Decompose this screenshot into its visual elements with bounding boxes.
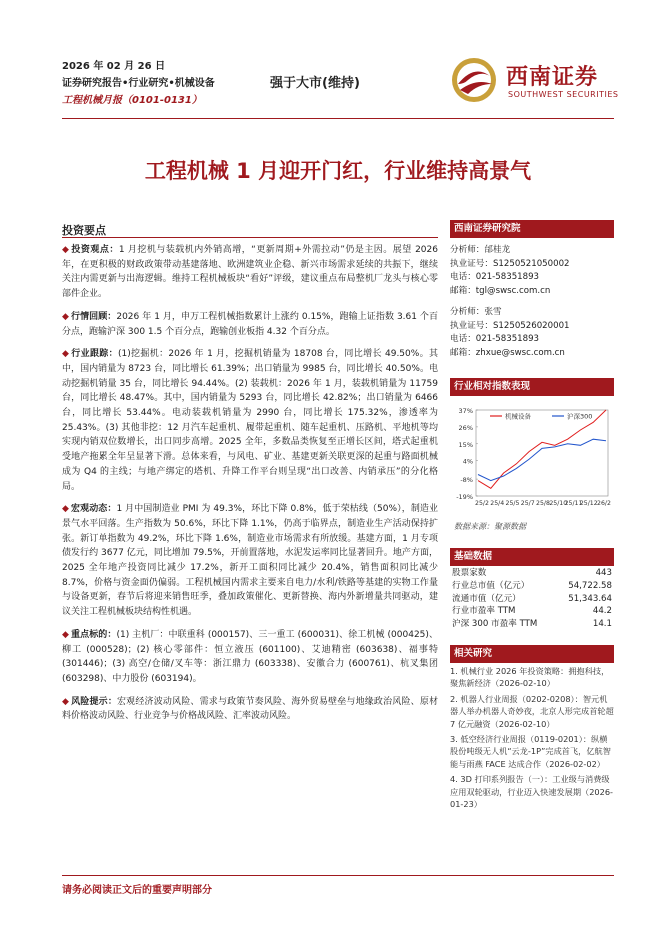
y-tick-label: -19% [456,493,473,501]
table-row: 行业市盈率 TTM 44.2 [452,606,612,617]
y-tick-label: -8% [460,476,473,485]
y-tick-label: 4% [462,457,473,466]
y-tick-label: 15% [458,440,473,449]
x-tick-label: 26/2 [597,500,611,507]
legend-label-1: 沪深300 [567,412,593,421]
legend-label-0: 机械设备 [505,412,531,421]
report-title: 工程机械 1 月迎开门红，行业维持高景气 [144,159,532,183]
invest-points [62,243,438,732]
report-date: 2026 年 02 月 26 日 [62,61,166,72]
report-type: 证券研究报告•行业研究•机械设备 [62,78,215,89]
footer-note: 请务必阅读正文后的重要声明部分 [62,885,212,896]
section-heading-invest: 投资要点 [62,224,106,237]
rating: 强于大市(维持) [270,76,360,91]
logo-subtitle: SOUTHWEST SECURITIES [508,90,619,99]
x-tick-label: 25/5 [505,500,520,507]
institute-heading: 西南证券研究院 [450,220,614,238]
analyst-2-license: 执业证号：S1250526020001 [450,320,570,331]
analyst-1-name: 分析师：邰桂龙 [450,245,511,255]
main-divider [62,237,438,238]
analyst-1-email[interactable]: 邮箱：tgl@swsc.com.cn [450,285,551,296]
para-view: ◆ 投资观点：1 月挖机与装载机内外销高增，“更新周期+外需拉动”仍是主因。展望 2026 年，在更积极的财政政策带动基建落地、欧洲建筑业企稳、新兴市场需求延续的共振下，继续关注内需更新与出海逻辑。维持工程机械板块“看好”评级，建议重点布局整机厂龙头与核心零部件企业。 [62,245,438,300]
table-row: 行业总市值（亿元） 54,722.58 [452,580,612,591]
analyst-1-phone: 电话：021-58351893 [450,272,540,282]
x-tick-label: 25/11 [564,500,583,507]
y-tick-label: 37% [458,407,473,415]
series-line-0 [478,410,606,488]
footer-divider [62,875,614,876]
list-item[interactable]: 3. 低空经济行业周报（0119-0201）：纵横股份吨级无人机“云龙-1P”完成首飞，亿航智能与雨燕 FACE 达成合作（2026-02-02） [450,734,611,769]
analyst-info [450,244,614,360]
related-list [450,665,614,813]
company-logo [450,56,620,106]
x-tick-label: 25/7 [520,500,535,507]
header-divider [62,118,614,119]
chart-svg [450,400,614,512]
x-tick-label: 25/10 [549,500,568,507]
para-macro: ◆ 宏观动态：1 月中国制造业 PMI 为 49.3%，环比下降 0.8%，低于荣枯线（50%），制造业景气水平回落。生产指数为 50.6%，环比下降 1.1%，仍高于临界点，制造业生产活动保持扩张。新订单指数为 49.2%，环比下降 1.6%，制造业市场需求有所放缓。基建方面，1 月专项债发行约 3677 亿元，同比增加 79.5%，开前置落地，水泥发运率同比显著回升。地产方面，2025 全年地产投资同比减少 17.2%，新开工面积同比减少 20.4%，销售面积同比减少 8.7%，价格与资金面仍偏弱。工程机械国内需求主要来自电力/水利/铁路等基建的实物工作量与设备更新，春节后将迎来销售旺季，叠加政策催化、更新替换、海内外新增量共同驱动，建议关注工程机械板块结构性机遇。 [62,504,438,618]
relative-index-chart [450,400,614,512]
y-tick-label: 26% [458,423,473,432]
basic-data-table [450,567,614,631]
analyst-2-phone: 电话：021-58351893 [450,334,540,344]
related-heading: 相关研究 [450,645,614,663]
x-tick-label: 25/12 [579,500,598,507]
analyst-1-license: 执业证号：S1250521050002 [450,258,570,269]
x-tick-label: 25/2 [475,500,489,507]
para-risk: ◆ 风险提示：宏观经济波动风险、需求与政策节奏风险、海外贸易壁垒与地缘政治风险、原材料价格波动风险、行业竞争与价格战风险、汇率波动风险。 [62,696,438,722]
analyst-2-name: 分析师：张雪 [450,307,502,317]
list-item[interactable]: 2. 机器人行业周报（0202-0208）：智元机器人举办机器人奇妙夜，北京人形完成首轮超 7 亿元融资（2026-02-10） [450,693,614,729]
analyst-2-email[interactable]: 邮箱：zhxue@swsc.com.cn [450,347,565,358]
list-item[interactable]: 4. 3D 打印系列报告（一）：工业级与消费级应用双轮驱动，行业迈入快速发展期（2026-01-23） [450,774,613,810]
x-tick-label: 25/4 [490,500,505,507]
para-review: ◆ 行情回顾：2026 年 1 月，申万工程机械指数累计上涨约 0.15%，跑输上证指数 3.61 个百分点，跑输沪深 300 1.5 个百分点，跑输创业板指 4.32 个百分点。 [62,311,438,337]
para-targets: ◆ 重点标的：(1) 主机厂：中联重科 (000157)、三一重工 (600031)、徐工机械 (000425)、柳工 (000528)；(2) 核心零部件：恒立液压 (601100)、艾迪精密 (603638)、福事特 (301446)；(3) 高空/仓储/叉车等：浙江鼎力 (603338)、安徽合力 (600761)、杭叉集团 (603298)、中力股份 (603194)。 [62,629,438,684]
table-row: 沪深 300 市盈率 TTM 14.1 [452,619,612,630]
table-row: 股票家数 443 [452,568,612,578]
para-tracking: ◆ 行业跟踪：(1)挖掘机：2026 年 1 月，挖掘机销量为 18708 台，同比增长 49.50%。其中，国内销量为 8723 台，同比增长 61.39%；出口销量为 9985 台，同比增长 40.50%。电动挖掘机销量 35 台，同比增长 94.44%。(2) 装载机：2026 年 1 月，装载机销量为 11759 台，同比增长 48.47%。其中，国内销量为 5293 台，同比增长 42.82%；出口销量为 6466 台，同比增长 53.44%。电动装载机销量为 2990 台，同比增长 175.32%，渗透率为 25.43%。(3) 其他非挖：12 月汽车起重机、履带起重机、随车起重机、压路机、平地机等均实现内销双位数增长，出口同步高增。2025 全年，多数品类恢复至正增长区间，塔式起重机受地产拖累全年呈显著下滑。总体来看，与风电、矿业、基建更新关联更深的起重与路面机械成为 Q4 的主线；与地产绑定的塔机、升降工作平台则呈现“出口改善、内销承压”的分化格局。 [62,349,438,492]
chart-source: 数据来源：聚源数据 [454,522,526,531]
x-tick-label: 25/8 [536,500,550,507]
report-name: 工程机械月报（0101-0131） [62,95,202,106]
basic-data-heading: 基础数据 [450,548,614,566]
header-meta [62,58,282,109]
logo-emblem-icon [450,56,500,106]
table-row: 流通市值（亿元） 51,343.64 [452,593,612,604]
chart-heading: 行业相对指数表现 [450,378,614,396]
series-line-1 [478,439,606,480]
logo-name: 西南证券 [506,64,599,90]
list-item[interactable]: 1. 机械行业 2026 年投资策略：拥抱科技，聚焦新经济（2026-02-10） [450,666,610,689]
